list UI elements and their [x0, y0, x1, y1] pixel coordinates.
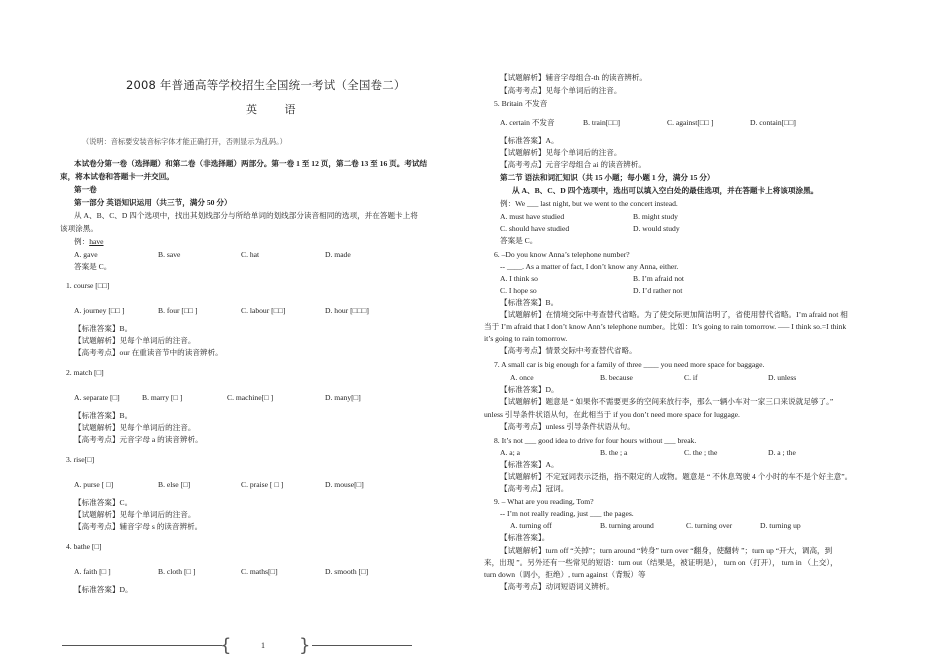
question-9-point: 【高考考点】动词短语词义辨析。 [500, 582, 614, 591]
example-option-b: B. save [158, 250, 181, 259]
part-one-heading: 第一部分 英语知识运用（共三节，满分 50 分） [74, 198, 232, 207]
question-7-analysis-1: 【试题解析】题意是 “ 如果你不需要更多的空间来放行李，那么一辆小车对一家三口来说就足够了。” [500, 397, 834, 406]
question-8-option-b: B. the ; a [600, 448, 628, 457]
question-4-point: 【高考考点】见每个单词后的注音。 [500, 86, 622, 95]
question-6-stem-reply: -- ____. As a matter of fact, I don’t know any Anna, either. [500, 262, 679, 271]
question-8-option-d: D. a ; the [768, 448, 796, 457]
question-7-option-a: A. once [510, 373, 534, 382]
question-3-analysis: 【试题解析】见每个单词后的注音。 [74, 510, 196, 519]
grammar-example-option-b: B. might study [633, 212, 678, 221]
question-4-option-c: C. maths[□] [241, 567, 278, 576]
footer-rule-left [62, 645, 222, 646]
question-6-analysis-2: 当于 I’m afraid that I don’t know Ann’s telephone number。比如：It’s going to rain tomorrow. —– I think so.=I think [484, 322, 847, 331]
question-7-analysis-2: unless 引导条件状语从句，在此相当于 if you don’t need more space for luggage. [484, 410, 740, 419]
question-2-option-c: C. machine[□ ] [227, 393, 274, 402]
footer-bracket-left: { [220, 635, 232, 656]
question-7-answer: 【标准答案】D。 [500, 385, 559, 394]
question-6-option-a: A. I think so [500, 274, 538, 283]
question-1-option-c: C. labour [□□] [241, 306, 286, 315]
question-9-option-c: C. turning over [686, 521, 733, 530]
example-word: have [89, 237, 104, 246]
question-2-option-a: A. separate [□] [74, 393, 120, 402]
intro-line-1: 本试卷分第一卷（选择题）和第二卷（非选择题）两部分。第一卷 1 至 12 页，第二卷 13 至 16 页。考试结 [74, 159, 428, 168]
question-8-analysis: 【试题解析】不定冠词表示泛指，指不限定的人或物。题意是 “ 不休息驾驶 4 个小时的车不是个好主意”。 [500, 472, 853, 481]
question-2-option-d: D. many[□] [325, 393, 361, 402]
question-7-option-c: C. if [684, 373, 698, 382]
question-2-answer: 【标准答案】B。 [74, 411, 133, 420]
question-4-option-b: B. cloth [□ ] [158, 567, 196, 576]
grammar-example-answer: 答案是 C。 [500, 236, 538, 245]
question-9-option-a: A. turning off [510, 521, 552, 530]
question-5-answer: 【标准答案】A。 [500, 136, 559, 145]
grammar-example-option-c: C. should have studied [500, 224, 570, 233]
grammar-example-option-a: A. must have studied [500, 212, 565, 221]
question-7-option-d: D. unless [768, 373, 797, 382]
section-two-instructions: 从 A、B、C、D 四个选项中，选出可以填入空白处的最佳选项，并在答题卡上将该项涂黑。 [512, 186, 819, 195]
example-line [74, 237, 104, 247]
question-4-option-a: A. faith [□ ] [74, 567, 111, 576]
footer-rule-right [312, 645, 412, 646]
font-note: （说明：音标要安装音标字体才能正确打开，否则显示为乱码。） [82, 137, 287, 146]
question-6-analysis-3: it’s going to rain tomorrow. [484, 334, 568, 343]
intro-line-2: 束，将本试卷和答题卡一并交回。 [60, 172, 174, 181]
question-9-answer: 【标准答案】。 [500, 533, 550, 542]
question-8-point: 【高考考点】冠词。 [500, 484, 569, 493]
question-2-option-b: B. marry [□ ] [142, 393, 183, 402]
question-9-option-d: D. turning up [760, 521, 801, 530]
question-9-option-b: B. turning around [600, 521, 654, 530]
exam-title: 2008 年普通高等学校招生全国统一考试（全国卷二） [126, 78, 406, 92]
question-1-option-b: B. four [□□ ] [158, 306, 198, 315]
question-8-stem: 8. It’s not ___ good idea to drive for four hours without ___ break. [494, 436, 697, 445]
question-8-option-c: C. the ; the [684, 448, 718, 457]
question-1-option-d: D. hour [□□□] [325, 306, 369, 315]
question-9-stem-reply: -- I’m not really reading, just ___ the pages. [500, 509, 634, 518]
question-6-option-d: D. I’d rather not [633, 286, 683, 295]
question-9-analysis-3: turn down（调小，拒绝）, turn against（背叛）等 [484, 570, 646, 579]
question-9-analysis-1: 【试题解析】turn off “关掉”；turn around “转身” turn over “翻身，使翻转 ”；turn up “开大，调高，到 [500, 546, 833, 555]
question-5-point: 【高考考点】元音字母组合 ai 的读音辨析。 [500, 160, 646, 169]
footer-bracket-right: } [299, 635, 311, 656]
question-3-stem: 3. rise[□] [66, 455, 95, 464]
question-5-analysis: 【试题解析】见每个单词后的注音。 [500, 148, 622, 157]
question-2-point: 【高考考点】元音字母 a 的读音辨析。 [74, 435, 203, 444]
question-8-answer: 【标准答案】A。 [500, 460, 559, 469]
question-1-stem: 1. course [□□] [66, 281, 110, 290]
question-3-option-a: A. purse [ □] [74, 480, 114, 489]
question-6-option-b: B. I’m afraid not [633, 274, 685, 283]
question-7-point: 【高考考点】unless 引导条件状语从句。 [500, 422, 635, 431]
question-1-analysis: 【试题解析】见每个单词后的注音。 [74, 336, 196, 345]
question-6-point: 【高考考点】情景交际中考查替代省略。 [500, 346, 637, 355]
example-option-c: C. hat [241, 250, 260, 259]
question-6-answer: 【标准答案】B。 [500, 298, 559, 307]
question-4-stem: 4. bathe [□] [66, 542, 102, 551]
instructions-line-2: 该项涂黑。 [60, 224, 98, 233]
question-3-answer: 【标准答案】C。 [74, 498, 133, 507]
instructions-line-1: 从 A、B、C、D 四个选项中，找出其划线部分与所给单词的划线部分读音相同的选项，并在答题卡上将 [74, 211, 418, 220]
question-1-option-a: A. journey [□□ ] [74, 306, 125, 315]
question-5-stem: 5. Britain 不发音 [494, 99, 548, 108]
example-answer: 答案是 C。 [74, 262, 112, 271]
example-option-d: D. made [325, 250, 351, 259]
question-9-stem: 9. – What are you reading, Tom? [494, 497, 594, 506]
example-label: 例： [74, 237, 90, 246]
question-4-answer: 【标准答案】D。 [74, 585, 133, 594]
question-6-option-c: C. I hope so [500, 286, 537, 295]
subject-title: 英 语 [246, 103, 308, 116]
question-9-analysis-2: 来，出现 ”。另外还有一些常见的短语：turn out（结果是，被证明是）， turn on（打开）， turn in （上交）， [484, 558, 838, 567]
grammar-example: 例：We ___ last night, but we went to the concert instead. [500, 199, 678, 208]
question-5-option-c: C. against[□□ ] [667, 118, 714, 127]
question-2-stem: 2. match [□] [66, 368, 104, 377]
question-5-option-a: A. certain 不发音 [500, 118, 555, 127]
question-5-option-b: B. train[□□] [583, 118, 621, 127]
question-3-option-d: D. mouse[□] [325, 480, 364, 489]
question-3-option-b: B. else [□] [158, 480, 191, 489]
question-1-point: 【高考考点】our 在重读音节中的读音辨析。 [74, 348, 223, 357]
volume-one-heading: 第一卷 [74, 185, 97, 194]
grammar-example-option-d: D. would study [633, 224, 680, 233]
page-number: 1 [261, 641, 265, 650]
question-4-option-d: D. smooth [□] [325, 567, 369, 576]
question-3-option-c: C. praise [ □ ] [241, 480, 284, 489]
question-7-option-b: B. because [600, 373, 633, 382]
question-4-analysis: 【试题解析】辅音字母组合-th 的读音辨析。 [500, 73, 648, 82]
question-2-analysis: 【试题解析】见每个单词后的注音。 [74, 423, 196, 432]
question-1-answer: 【标准答案】B。 [74, 324, 133, 333]
question-8-option-a: A. a; a [500, 448, 521, 457]
question-6-stem: 6. –Do you know Anna’s telephone number? [494, 250, 630, 259]
example-option-a: A. gave [74, 250, 98, 259]
section-two-heading: 第二节 语法和词汇知识（共 15 小题；每小题 1 分，满分 15 分） [500, 173, 715, 182]
question-5-option-d: D. contain[□□] [750, 118, 796, 127]
question-6-analysis-1: 【试题解析】在情境交际中考查替代省略。为了使交际更加简洁明了，省使用替代省略。I’m afraid not 相 [500, 310, 848, 319]
question-7-stem: 7. A small car is big enough for a family of three ____ you need more space for baggage. [494, 360, 765, 369]
question-3-point: 【高考考点】辅音字母 s 的读音辨析。 [74, 522, 203, 531]
